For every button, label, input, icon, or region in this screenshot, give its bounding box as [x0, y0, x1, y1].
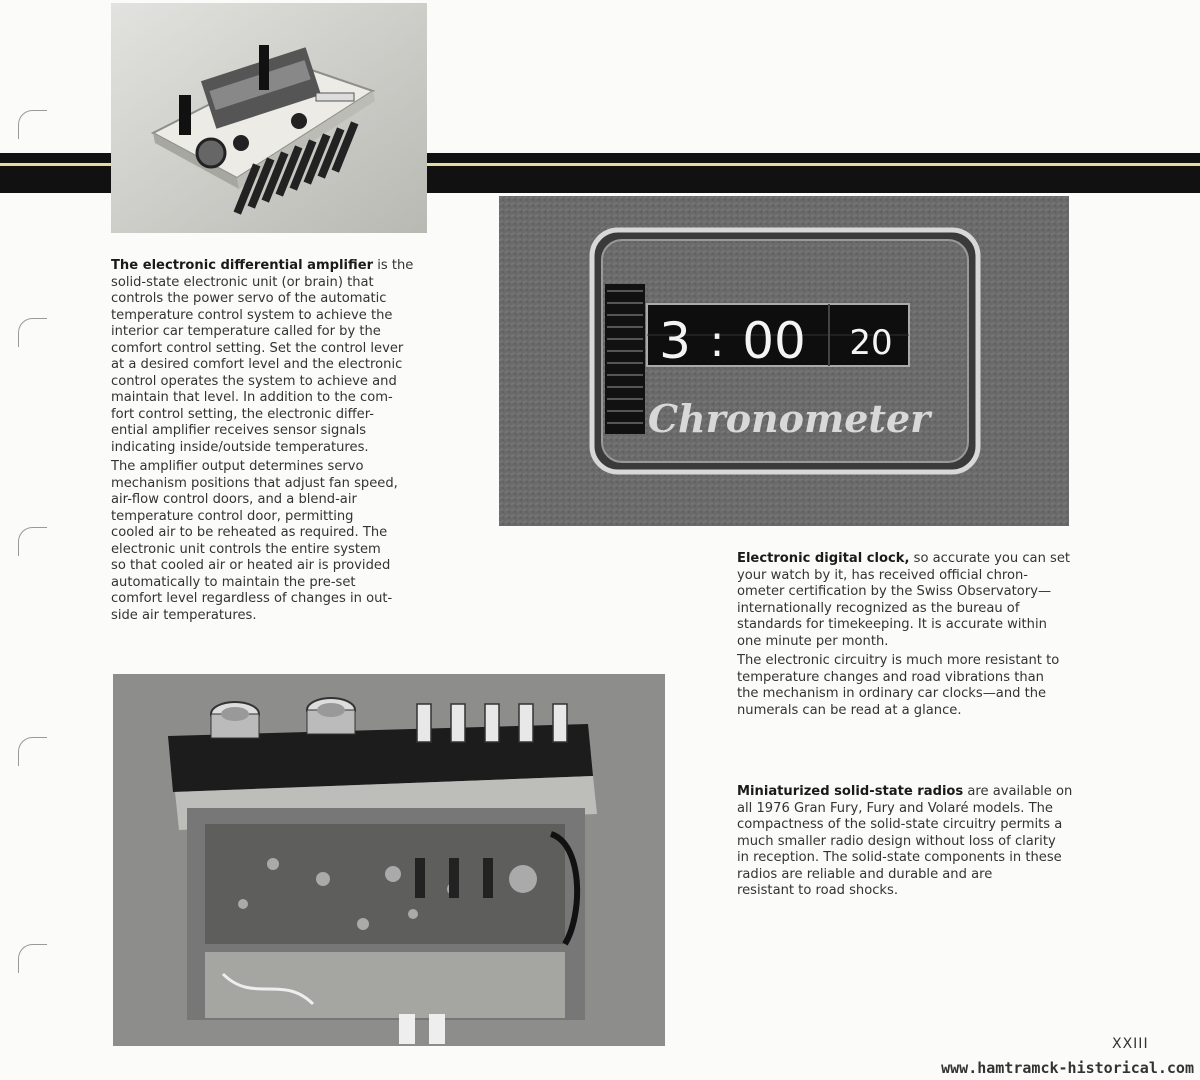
text-line: comfort level regardless of changes in out- — [111, 591, 393, 606]
radio-photo — [113, 674, 665, 1046]
text-line: numerals can be read at a glance. — [737, 702, 962, 718]
text-line: electronic unit controls the entire system — [111, 541, 381, 557]
clock-hour: 3 — [659, 312, 691, 370]
text-line: the mechanism in ordinary car clocks—and the — [737, 686, 1047, 701]
text-line: interior car temperature called for by the — [111, 324, 381, 339]
radio-heading: Miniaturized solid-state radios — [737, 784, 964, 799]
text-line: controls the power servo of the automatic — [111, 291, 387, 306]
text-line: solid-state electronic unit (or brain) that — [111, 274, 374, 290]
text-line: The electronic circuitry is much more resistant to — [737, 653, 1060, 668]
text-line: mechanism positions that adjust fan speed, — [111, 475, 398, 491]
text-line: internationally recognized as the bureau of — [737, 600, 1020, 616]
text-line: compactness of the solid-state circuitry permits a — [737, 817, 1063, 832]
text-line: maintain that level. In addition to the com- — [111, 390, 393, 405]
text-line: fort control setting, the electronic differ- — [111, 406, 374, 422]
clock-photo — [499, 196, 1069, 526]
text-line: control operates the system to achieve and — [111, 373, 397, 389]
chronometer-logo: Chronometer — [647, 396, 931, 441]
text-line: all 1976 Gran Fury, Fury and Volaré models. The — [737, 800, 1053, 816]
text-line: are available on — [963, 784, 1073, 799]
text-line: ometer certification by the Swiss Observatory— — [737, 584, 1052, 599]
text-line: so accurate you can set — [909, 551, 1071, 566]
text-line: at a desired comfort level and the electronic — [111, 357, 403, 372]
amplifier-text — [111, 258, 441, 624]
text-line: ential amplifier receives sensor signals — [111, 423, 367, 438]
binder-hole — [18, 318, 47, 347]
amplifier-heading: The electronic differential amplifier — [111, 258, 374, 273]
radio-text — [737, 784, 1097, 900]
text-line: indicating inside/outside temperatures. — [111, 439, 369, 455]
text-line: temperature control system to achieve the — [111, 307, 393, 323]
text-line: standards for timekeeping. It is accurate within — [737, 617, 1047, 632]
text-line: is the — [373, 258, 414, 273]
text-line: temperature changes and road vibrations than — [737, 669, 1044, 685]
clock-text — [737, 551, 1097, 719]
text-line: temperature control door, permitting — [111, 508, 354, 524]
text-line: your watch by it, has received official chron- — [737, 567, 1029, 583]
text-line: comfort control setting. Set the control lever — [111, 340, 404, 356]
binder-hole — [18, 527, 47, 556]
text-line: resistant to road shocks. — [737, 883, 898, 898]
clock-heading: Electronic digital clock, — [737, 551, 910, 566]
watermark-url: www.hamtramck-historical.com — [941, 1059, 1194, 1077]
text-line: so that cooled air or heated air is provided — [111, 558, 391, 573]
text-line: automatically to maintain the pre-set — [111, 574, 356, 590]
clock-minutes: 00 — [742, 312, 806, 370]
text-line: The amplifier output determines servo — [111, 459, 364, 474]
text-line: air-flow control doors, and a blend-air — [111, 492, 357, 507]
binder-hole — [18, 110, 47, 139]
text-line: side air temperatures. — [111, 607, 257, 623]
text-line: cooled air to be reheated as required. The — [111, 525, 388, 540]
binder-hole — [18, 944, 47, 973]
clock-colon: : — [709, 316, 725, 367]
clock-seconds: 20 — [849, 323, 893, 363]
binder-hole — [18, 737, 47, 766]
page-number: XXIII — [1112, 1036, 1149, 1052]
text-line: much smaller radio design without loss of clarity — [737, 833, 1056, 849]
amplifier-photo — [111, 3, 427, 233]
text-line: in reception. The solid-state components in these — [737, 850, 1062, 865]
text-line: one minute per month. — [737, 633, 889, 649]
text-line: radios are reliable and durable and are — [737, 866, 993, 882]
